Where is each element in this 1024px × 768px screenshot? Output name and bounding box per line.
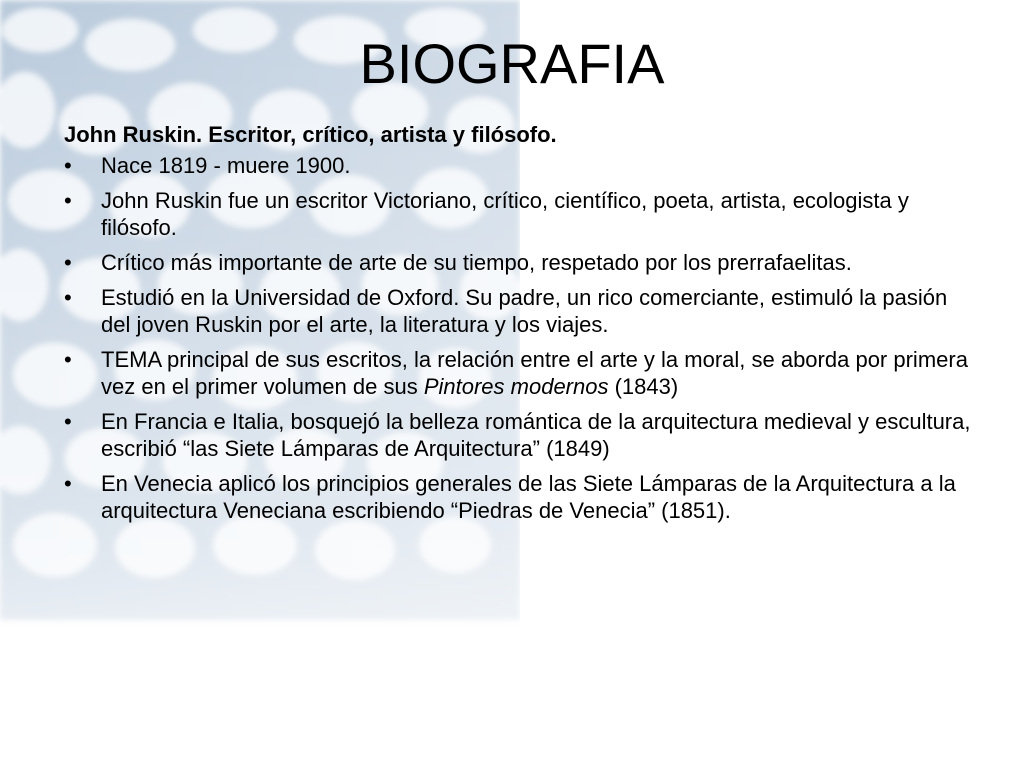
bullet-item [64,470,974,524]
bullet-item [64,408,974,462]
bullet-item [64,284,974,338]
bullet-item [64,152,974,179]
bullet-icon: • [64,285,72,310]
bullet-text: John Ruskin fue un escritor Victoriano, crítico, científico, poeta, artista, ecologista y filósofo. [101,188,909,240]
bullet-text: Estudió en la Universidad de Oxford. Su padre, un rico comerciante, estimuló la pasión del joven Ruskin por el arte, la literatura y los viajes. [101,285,948,337]
bullet-text: En Francia e Italia, bosquejó la belleza romántica de la arquitectura medieval y escultura, escribió “las Siete Lámparas de Arquitectura” (1849) [101,409,971,461]
bullet-list [64,152,974,524]
bullet-item [64,249,974,276]
bullet-text-end: (1843) [608,374,679,399]
bullet-text: Crítico más importante de arte de su tiempo, respetado por los prerrafaelitas. [101,250,852,275]
bullet-text-start: TEMA principal de sus escritos, la relación entre el arte y la moral, se aborda por primera vez en el primer volumen de sus [101,347,968,399]
book-title: Pintores modernos [423,374,609,399]
slide-title: BIOGRAFIA [359,32,665,95]
bullet-icon: • [64,188,72,213]
bullet-icon: • [64,347,72,372]
bullet-item [64,346,974,400]
bullet-text: En Venecia aplicó los principios generales de las Siete Lámparas de la Arquitectura a la arquitectura Veneciana escribiendo “Piedras de Venecia” (1851). [101,471,956,523]
slide-subtitle: John Ruskin. Escritor, crítico, artista y filósofo. [64,122,557,147]
bullet-icon: • [64,409,72,434]
bullet-icon: • [64,153,72,178]
bullet-text: Nace 1819 - muere 1900. [101,153,351,178]
bullet-item [64,187,974,241]
bullet-icon: • [64,250,72,275]
bullet-icon: • [64,471,72,496]
slide-body [64,121,974,532]
